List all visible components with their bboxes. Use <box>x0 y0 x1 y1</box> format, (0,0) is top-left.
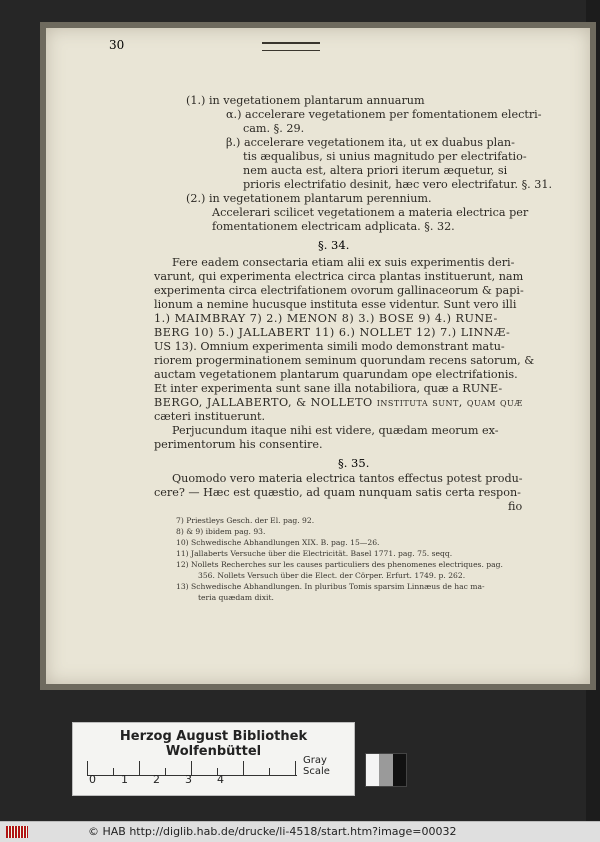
gray-scale-label: Gray Scale <box>303 755 330 777</box>
page-number: 30 <box>109 38 125 52</box>
text-line: nem aucta est, altera priori iterum æquetur, si <box>243 164 508 177</box>
text-line: prioris electrifatio desinit, hæc vero electrifatur. §. 31. <box>243 178 553 191</box>
ruler-number: 1 <box>121 773 128 786</box>
text-line: perimentorum his consentire. <box>154 438 323 451</box>
text-line: BERG 10) 5.) JALLABERT 11) 6.) NOLLET 12) 7.) LINNÆ- <box>154 326 511 339</box>
hab-logo-icon <box>6 826 28 838</box>
gray-scale-swatch <box>365 753 407 787</box>
footnote: 8) & 9) ibidem pag. 93. <box>176 527 266 536</box>
gray-step <box>366 754 379 786</box>
ruler-tick <box>295 761 296 775</box>
text-line: Perjucundum itaque nihi est videre, quædam meorum ex- <box>172 424 499 437</box>
text-line: β.) accelerare vegetationem ita, ut ex duabus plan- <box>226 136 515 149</box>
ruler-number: 4 <box>217 773 224 786</box>
footnote: 11) Jallaberts Versuche über die Electricität. Basel 1771. pag. 75. seqq. <box>176 549 453 558</box>
text-line: Accelerari scilicet vegetationem a materia electrica per <box>212 206 529 219</box>
ruler-number: 2 <box>153 773 160 786</box>
text-line: experimenta circa electrifationem ovorum gallinaceorum & papi- <box>154 284 524 297</box>
footnote: teria quædam dixit. <box>198 593 274 602</box>
ruler-tick <box>139 761 140 775</box>
ruler-tick <box>243 761 244 775</box>
text-line: Fere eadem consectaria etiam alii ex suis experimentis deri- <box>172 256 515 269</box>
footnote: 12) Nollets Recherches sur les causes particuliers des phenomenes electriques. pag. <box>176 560 503 569</box>
footnote: 13) Schwedische Abhandlungen. In pluribus Tomis sparsim Linnæus de hac ma- <box>176 582 485 591</box>
text-line: BERGO, JALLABERTO, & NOLLETO instituta sunt, quam quæ <box>154 396 523 409</box>
gray-step <box>379 754 392 786</box>
copyright-link[interactable]: © HAB http://diglib.hab.de/drucke/li-4518/start.htm?image=00032 <box>88 825 457 838</box>
text-line: riorem progerminationem seminum quorundam recens satorum, & <box>154 354 535 367</box>
text-line: lionum a nemine hucusque instituta esse videntur. Sunt vero illi <box>154 298 517 311</box>
text-line: Quomodo vero materia electrica tantos effectus potest produ- <box>172 472 523 485</box>
text-line: US 13). Omnium experimenta simili modo demonstrant matu- <box>154 340 505 353</box>
ruler <box>87 753 297 776</box>
footnote: 10) Schwedische Abhandlungen XIX. B. pag. 15—26. <box>176 538 380 547</box>
section-heading: §. 34. <box>318 238 350 252</box>
footnote: 7) Priestleys Gesch. der El. pag. 92. <box>176 516 315 525</box>
ruler-number: 0 <box>89 773 96 786</box>
text-line: 1.) MAIMBRAY 7) 2.) MENON 8) 3.) BOSE 9) 4.) RUNE- <box>154 312 498 325</box>
text-line: cam. §. 29. <box>243 122 305 135</box>
footer-bar <box>0 821 600 842</box>
gray-step <box>393 754 406 786</box>
color-chart <box>72 722 355 796</box>
text-line: Et inter experimenta sunt sane illa notabiliora, quæ a RUNE- <box>154 382 503 395</box>
ruler-tick <box>113 768 114 775</box>
text-line: tis æqualibus, si unius magnitudo per electrifatio- <box>243 150 527 163</box>
chart-title: Herzog August Bibliothek Wolfenbüttel <box>119 729 308 759</box>
ruler-tick <box>87 761 88 775</box>
header-ornament <box>262 42 320 51</box>
section-heading: §. 35. <box>338 456 370 470</box>
text-line: (1.) in vegetationem plantarum annuarum <box>186 94 425 107</box>
text-line: α.) accelerare vegetationem per fomentationem electri- <box>226 108 542 121</box>
text-line: fio <box>508 500 523 513</box>
ruler-number: 3 <box>185 773 192 786</box>
text-line: auctam vegetationem plantarum quarundam ope electrifationis. <box>154 368 518 381</box>
footnote: 356. Nollets Versuch über die Elect. der Cörper. Erfurt. 1749. p. 262. <box>198 571 466 580</box>
text-line: varunt, qui experimenta electrica circa plantas instituerunt, nam <box>154 270 524 283</box>
text-line: (2.) in vegetationem plantarum perennium. <box>186 192 432 205</box>
ruler-tick <box>269 768 270 775</box>
ruler-tick <box>165 768 166 775</box>
text-line: cere? — Hæc est quæstio, ad quam nunquam satis certa respon- <box>154 486 521 499</box>
text-line: cæteri instituerunt. <box>154 410 266 423</box>
text-line: fomentationem electricam adplicata. §. 32. <box>212 220 455 233</box>
